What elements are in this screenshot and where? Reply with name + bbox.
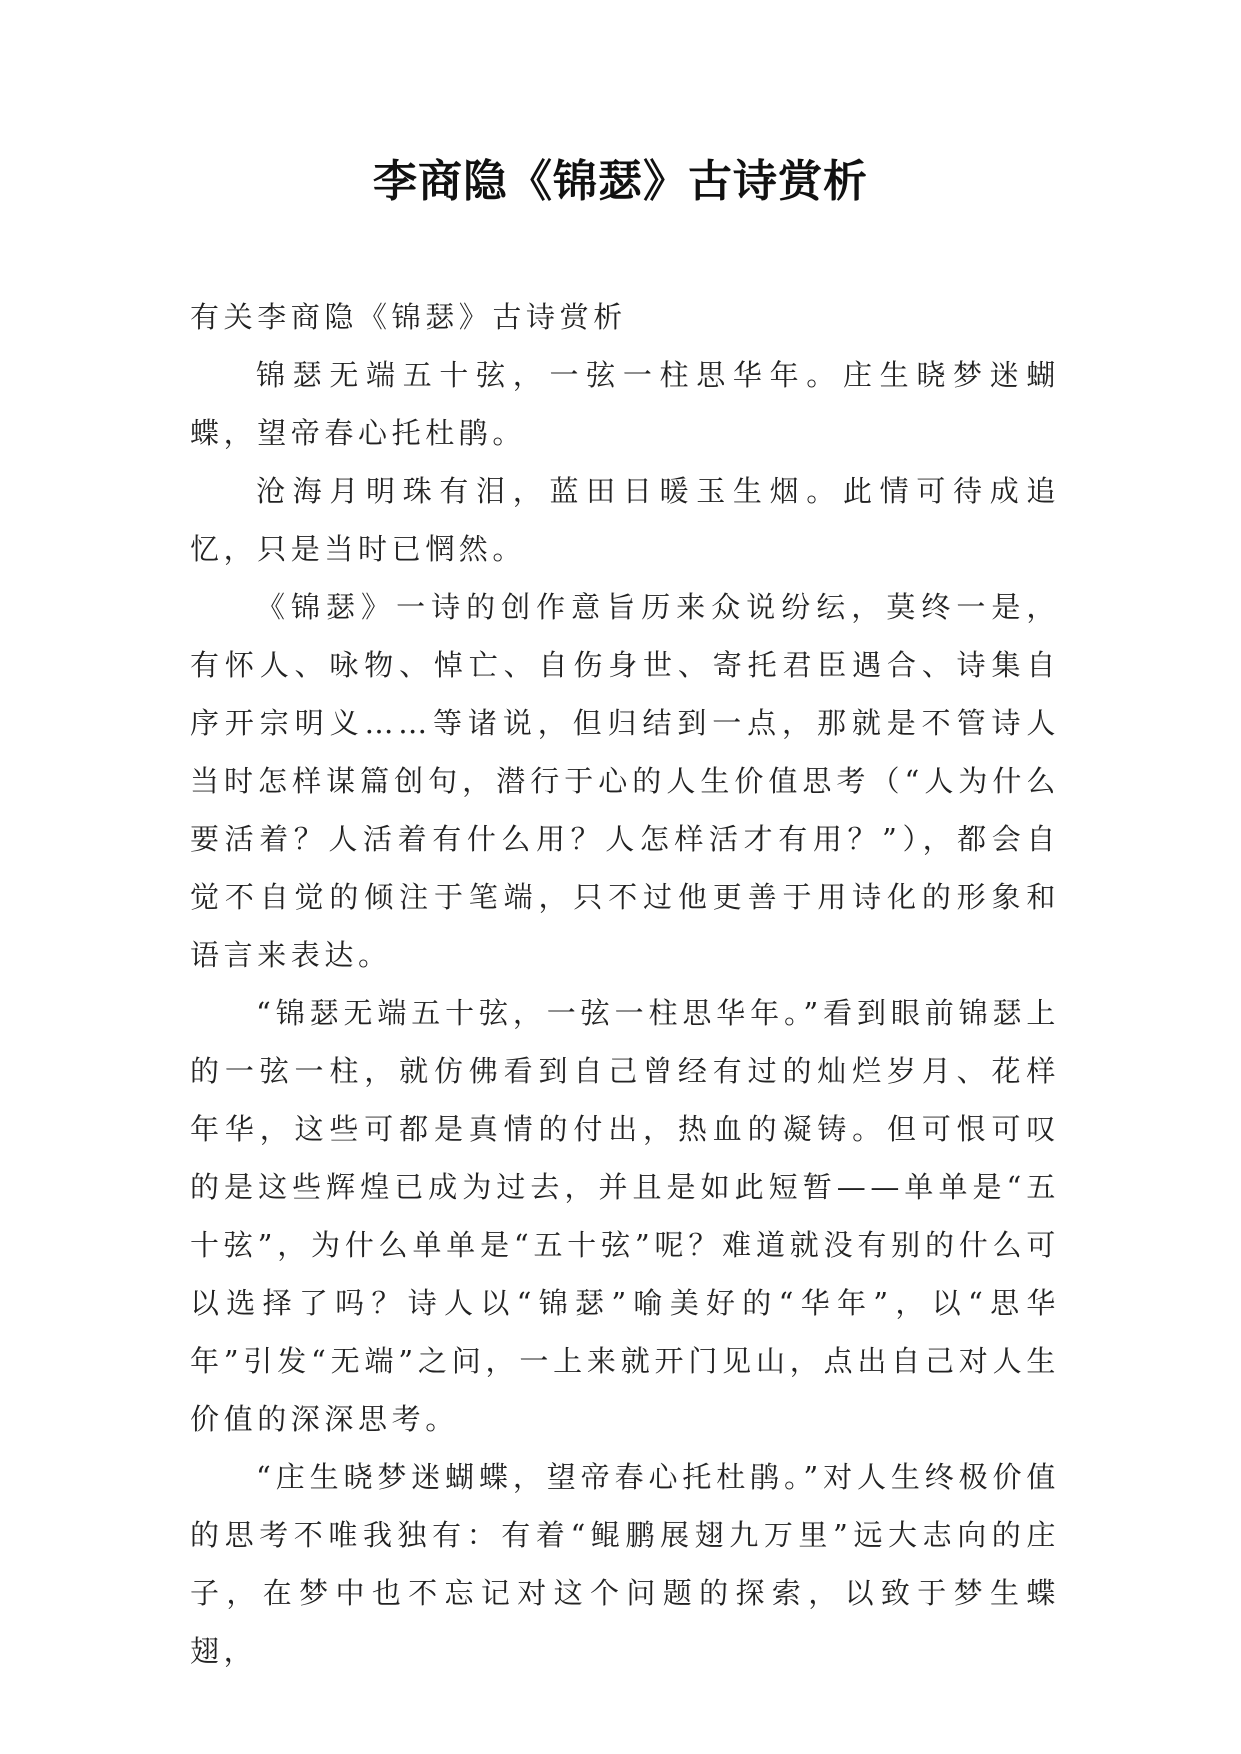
analysis-paragraph-1: 《锦瑟》一诗的创作意旨历来众说纷纭，莫终一是，有怀人、咏物、悼亡、自伤身世、寄托君臣遇合、诗集自序开宗明义……等诸说，但归结到一点，那就是不管诗人当时怎样谋篇创句，潜行于心的人生价值思考（“人为什么要活着？人活着有什么用？人怎样活才有用？”），都会自觉不自觉的倾注于笔端，只不过他更善于用诗化的形象和语言来表达。 [190, 590, 1060, 972]
document-title: 李商隐《锦瑟》古诗赏析 [373, 156, 868, 207]
analysis-paragraph-3: “庄生晓梦迷蝴蝶，望帝春心托杜鹃。”对人生终极价值的思考不唯我独有：有着“鲲鹏展翅九万里”远大志向的庄子，在梦中也不忘记对这个问题的探索，以致于梦生蝶翅， [190, 1460, 1060, 1668]
document-body [190, 288, 1060, 1680]
poem-stanza-2: 沧海月明珠有泪，蓝田日暖玉生烟。此情可待成追忆，只是当时已惘然。 [190, 474, 1060, 566]
document-subtitle: 有关李商隐《锦瑟》古诗赏析 [190, 300, 627, 334]
poem-stanza-1: 锦瑟无端五十弦，一弦一柱思华年。庄生晓梦迷蝴蝶，望帝春心托杜鹃。 [190, 358, 1060, 450]
analysis-paragraph-2: “锦瑟无端五十弦，一弦一柱思华年。”看到眼前锦瑟上的一弦一柱，就仿佛看到自己曾经有过的灿烂岁月、花样年华，这些可都是真情的付出，热血的凝铸。但可恨可叹的是这些辉煌已成为过去，并且是如此短暂——单单是“五十弦”，为什么单单是“五十弦”呢？难道就没有别的什么可以选择了吗？诗人以“锦瑟”喻美好的“华年”，以“思华年”引发“无端”之问，一上来就开门见山，点出自己对人生价值的深深思考。 [190, 996, 1060, 1436]
